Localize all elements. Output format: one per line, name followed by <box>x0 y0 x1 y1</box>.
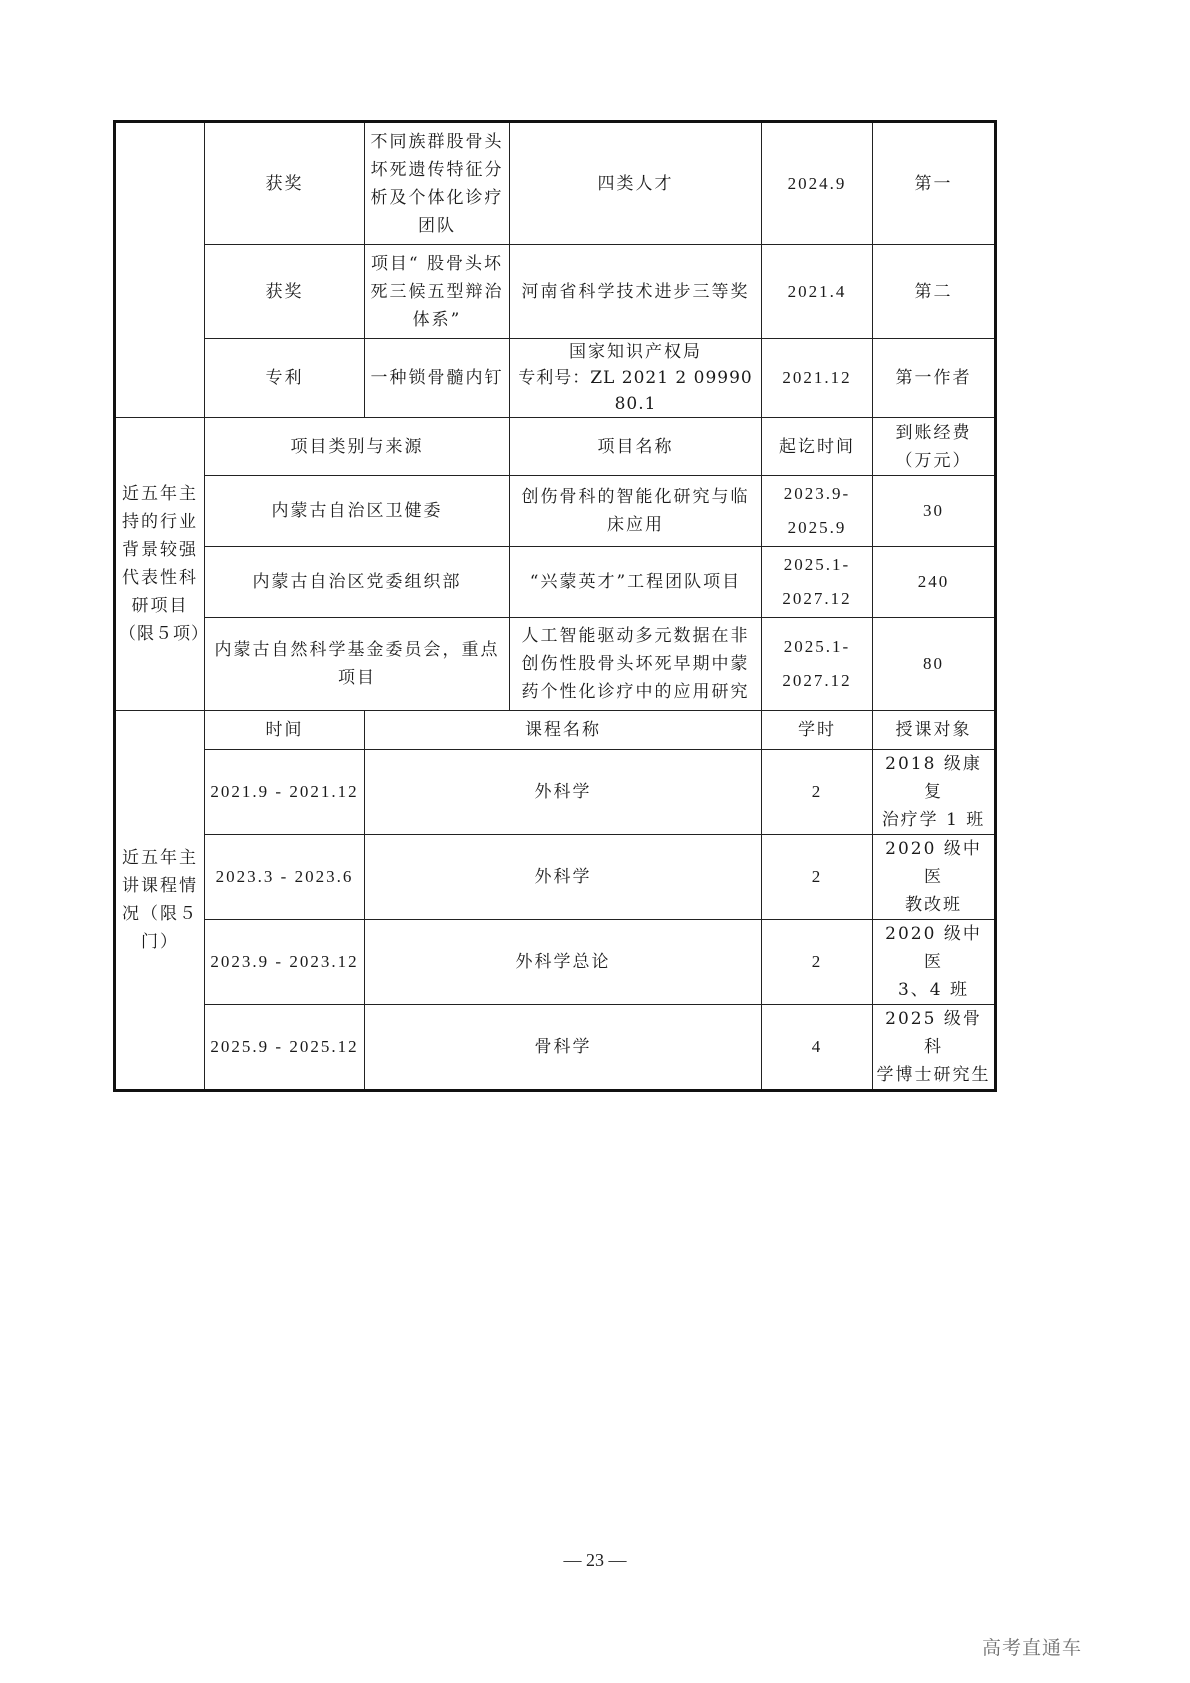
course-row <box>115 835 996 920</box>
research-source: 内蒙古自治区卫健委 <box>205 476 510 547</box>
courses-header-audience: 授课对象 <box>873 711 996 750</box>
research-period: 2025.1- 2027.12 <box>762 618 873 711</box>
research-section-label: 近五年主 持的行业 背景较强 代表性科 研项目 （限５项） <box>115 418 205 711</box>
research-header-period: 起讫时间 <box>762 418 873 476</box>
achievement-name: 一种锁骨髓内钉 <box>365 339 510 418</box>
research-period: 2023.9- 2025.9 <box>762 476 873 547</box>
research-header-source: 项目类别与来源 <box>205 418 510 476</box>
course-hours: 2 <box>762 835 873 920</box>
achievement-source: 国家知识产权局 专利号：ZL 2021 2 0999080.1 <box>510 339 762 418</box>
course-time: 2025.9 - 2025.12 <box>205 1005 365 1091</box>
research-header-name: 项目名称 <box>510 418 762 476</box>
courses-header-row <box>115 711 996 750</box>
achievement-source: 河南省科学技术进步三等奖 <box>510 245 762 339</box>
course-audience: 2025 级骨科 学博士研究生 <box>873 1005 996 1091</box>
course-audience: 2018 级康复 治疗学 1 班 <box>873 750 996 835</box>
course-name: 外科学 <box>365 750 762 835</box>
achievement-row <box>115 245 996 339</box>
courses-header-hours: 学时 <box>762 711 873 750</box>
course-time: 2023.9 - 2023.12 <box>205 920 365 1005</box>
course-row <box>115 750 996 835</box>
achievement-name: 项目“ 股骨头坏 死三候五型辩治 体系” <box>365 245 510 339</box>
achievement-type: 获奖 <box>205 122 365 245</box>
achievement-date: 2021.12 <box>762 339 873 418</box>
course-hours: 2 <box>762 750 873 835</box>
resume-table <box>113 120 997 1092</box>
achievement-name: 不同族群股骨头 坏死遗传特征分 析及个体化诊疗 团队 <box>365 122 510 245</box>
courses-header-time: 时间 <box>205 711 365 750</box>
page-number: — 23 — <box>563 1550 627 1570</box>
course-row <box>115 1005 996 1091</box>
course-name: 骨科学 <box>365 1005 762 1091</box>
course-audience: 2020 级中医 教改班 <box>873 835 996 920</box>
course-audience: 2020 级中医 3、4 班 <box>873 920 996 1005</box>
course-row <box>115 920 996 1005</box>
research-source: 内蒙古自然科学基金委员会，重点 项目 <box>205 618 510 711</box>
watermark: 高考直通车 <box>981 1637 1082 1659</box>
achievement-source: 四类人才 <box>510 122 762 245</box>
achievement-date: 2021.4 <box>762 245 873 339</box>
course-hours: 4 <box>762 1005 873 1091</box>
achievement-type: 获奖 <box>205 245 365 339</box>
research-header-row <box>115 418 996 476</box>
achievement-date: 2024.9 <box>762 122 873 245</box>
achievement-rank: 第一 <box>873 122 996 245</box>
research-period: 2025.1- 2027.12 <box>762 547 873 618</box>
research-header-funding: 到账经费 （万元） <box>873 418 996 476</box>
research-name: 人工智能驱动多元数据在非 创伤性股骨头坏死早期中蒙 药个性化诊疗中的应用研究 <box>510 618 762 711</box>
research-funding: 80 <box>873 618 996 711</box>
achievement-row <box>115 339 996 418</box>
courses-header-name: 课程名称 <box>365 711 762 750</box>
achievement-rank: 第一作者 <box>873 339 996 418</box>
course-time: 2021.9 - 2021.12 <box>205 750 365 835</box>
research-row <box>115 547 996 618</box>
course-name: 外科学 <box>365 835 762 920</box>
research-funding: 30 <box>873 476 996 547</box>
courses-section-label: 近五年主 讲课程情 况（限５ 门） <box>115 711 205 1091</box>
research-row <box>115 476 996 547</box>
research-funding: 240 <box>873 547 996 618</box>
research-name: 创伤骨科的智能化研究与临 床应用 <box>510 476 762 547</box>
research-source: 内蒙古自治区党委组织部 <box>205 547 510 618</box>
section-label-blank <box>115 122 205 418</box>
course-time: 2023.3 - 2023.6 <box>205 835 365 920</box>
achievement-rank: 第二 <box>873 245 996 339</box>
course-hours: 2 <box>762 920 873 1005</box>
course-name: 外科学总论 <box>365 920 762 1005</box>
research-row <box>115 618 996 711</box>
achievement-type: 专利 <box>205 339 365 418</box>
research-name: “兴蒙英才”工程团队项目 <box>510 547 762 618</box>
achievement-row <box>115 122 996 245</box>
